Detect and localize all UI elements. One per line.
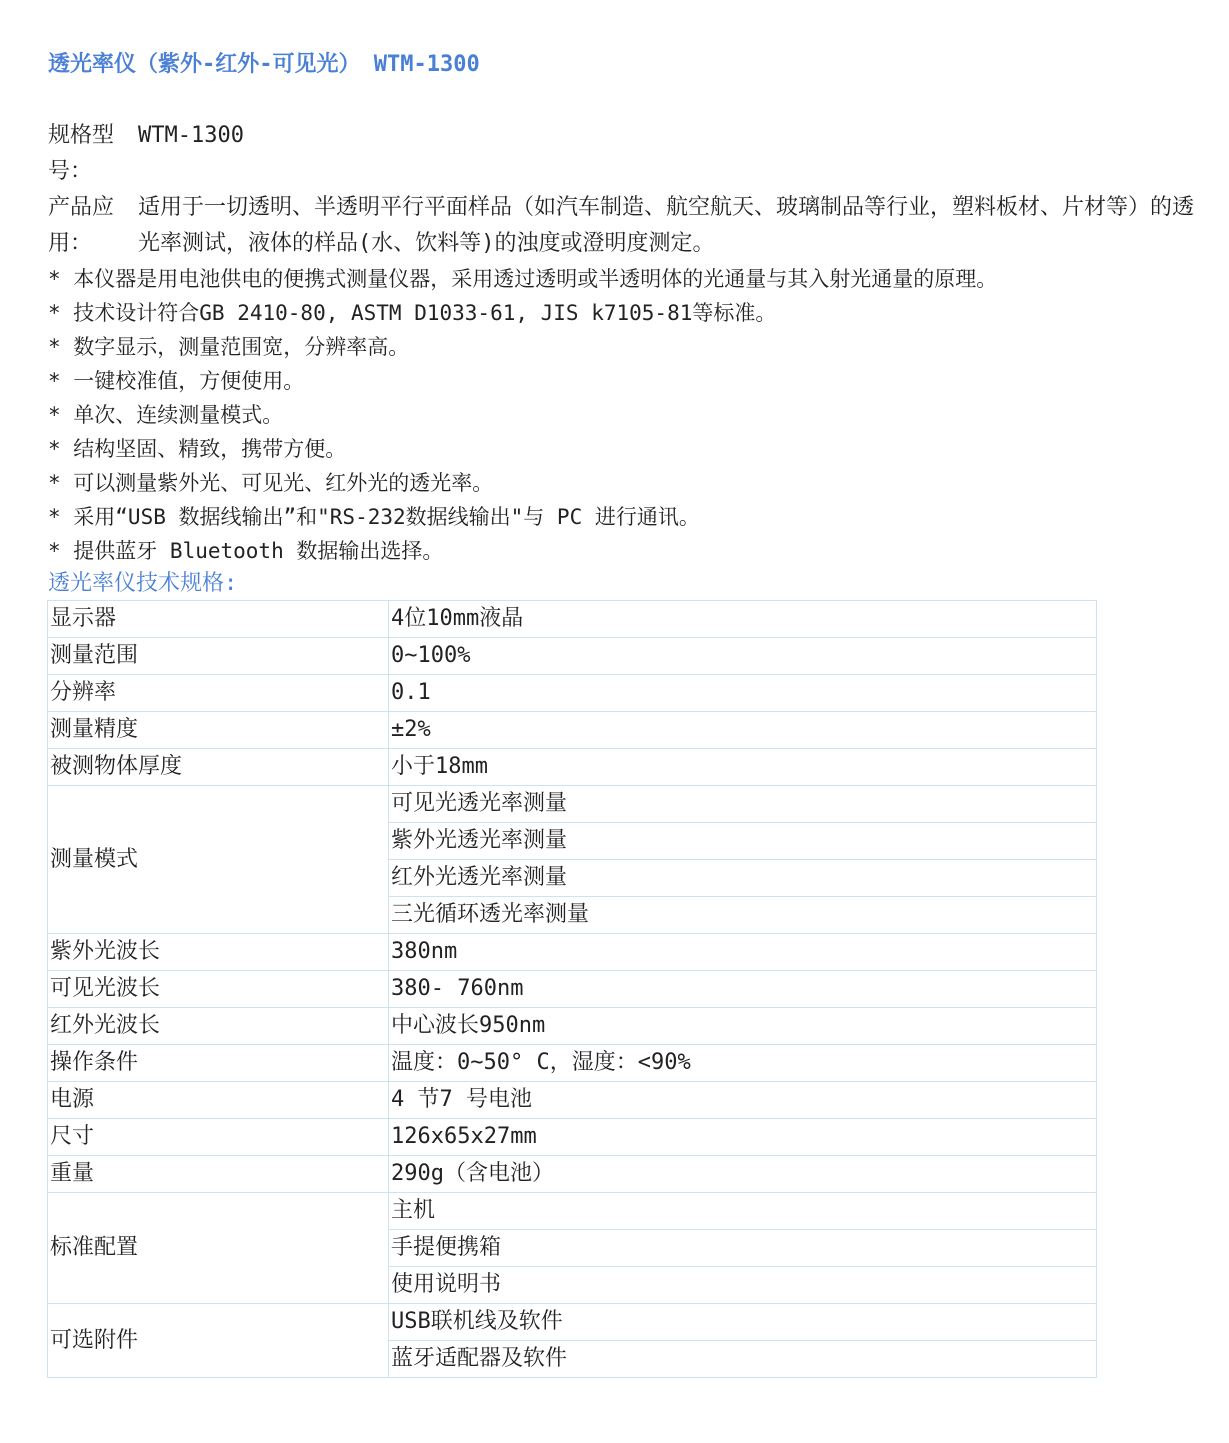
usage-label: 产品应用： — [48, 195, 115, 256]
feature-item: * 本仪器是用电池供电的便携式测量仪器，采用透过透明或半透明体的光通量与其入射光通量的原理。 — [48, 267, 998, 291]
spec-value-cell: 中心波长950nm — [389, 1008, 1097, 1045]
spec-table-row — [48, 601, 1097, 638]
spec-label-cell: 测量精度 — [48, 712, 389, 749]
spec-table-row — [48, 1304, 1097, 1341]
feature-item: * 可以测量紫外光、可见光、红外光的透光率。 — [48, 471, 494, 495]
spec-table-row — [48, 971, 1097, 1008]
spec-value-cell: 主机 — [389, 1193, 1097, 1230]
spec-value-cell: 红外光透光率测量 — [389, 860, 1097, 897]
model-value: WTM-1300 — [138, 123, 244, 148]
spec-table-row — [48, 1119, 1097, 1156]
spec-section-title: 透光率仪技术规格: — [48, 571, 238, 596]
feature-item: * 结构坚固、精致，携带方便。 — [48, 437, 347, 461]
spec-label-cell: 尺寸 — [48, 1119, 389, 1156]
feature-item: * 一键校准值，方便使用。 — [48, 369, 305, 393]
usage-value: 适用于一切透明、半透明平行平面样品（如汽车制造、航空航天、玻璃制品等行业，塑料板材、片材等）的透光率测试，液体的样品(水、饮料等)的浊度或澄明度测定。 — [138, 195, 1195, 256]
spec-value-cell: 温度：0~50° C，湿度：<90% — [389, 1045, 1097, 1082]
spec-value-cell: 380- 760nm — [389, 971, 1097, 1008]
spec-label-cell: 紫外光波长 — [48, 934, 389, 971]
spec-value-cell: 蓝牙适配器及软件 — [389, 1341, 1097, 1378]
spec-value-cell: 可见光透光率测量 — [389, 786, 1097, 823]
spec-value-cell: USB联机线及软件 — [389, 1304, 1097, 1341]
spec-table-row — [48, 749, 1097, 786]
spec-value-cell: 126x65x27mm — [389, 1119, 1097, 1156]
spec-value-cell: ±2% — [389, 712, 1097, 749]
spec-label-cell: 测量范围 — [48, 638, 389, 675]
page-title: 透光率仪（紫外-红外-可见光） WTM-1300 — [48, 52, 480, 77]
spec-value-cell: 三光循环透光率测量 — [389, 897, 1097, 934]
spec-table-row — [48, 675, 1097, 712]
spec-table — [47, 600, 1097, 1378]
spec-label-cell: 可见光波长 — [48, 971, 389, 1008]
spec-value-cell: 使用说明书 — [389, 1267, 1097, 1304]
feature-item: * 单次、连续测量模式。 — [48, 403, 284, 427]
spec-label-cell: 电源 — [48, 1082, 389, 1119]
spec-value-cell: 紫外光透光率测量 — [389, 823, 1097, 860]
feature-list — [48, 262, 1208, 568]
spec-table-row — [48, 1193, 1097, 1230]
spec-value-cell: 0~100% — [389, 638, 1097, 675]
spec-value-cell: 380nm — [389, 934, 1097, 971]
spec-label-cell: 可选附件 — [48, 1304, 389, 1378]
spec-table-row — [48, 1008, 1097, 1045]
spec-label-cell: 红外光波长 — [48, 1008, 389, 1045]
feature-item: * 提供蓝牙 Bluetooth 数据输出选择。 — [48, 539, 444, 563]
feature-item: * 数字显示，测量范围宽，分辨率高。 — [48, 335, 410, 359]
spec-table-row — [48, 638, 1097, 675]
spec-table-row — [48, 1156, 1097, 1193]
spec-table-row — [48, 786, 1097, 823]
spec-value-cell: 4位10mm液晶 — [389, 601, 1097, 638]
spec-label-cell: 重量 — [48, 1156, 389, 1193]
usage-row — [48, 190, 1208, 262]
spec-label-cell: 分辨率 — [48, 675, 389, 712]
product-info — [48, 118, 1208, 1378]
model-row — [48, 118, 1208, 190]
spec-table-row — [48, 934, 1097, 971]
spec-value-cell: 290g（含电池） — [389, 1156, 1097, 1193]
spec-label-cell: 测量模式 — [48, 786, 389, 934]
spec-value-cell: 0.1 — [389, 675, 1097, 712]
spec-value-cell: 4 节7 号电池 — [389, 1082, 1097, 1119]
spec-label-cell: 显示器 — [48, 601, 389, 638]
feature-item: * 技术设计符合GB 2410-80, ASTM D1033-61, JIS k7105-81等标准。 — [48, 301, 777, 325]
spec-value-cell: 手提便携箱 — [389, 1230, 1097, 1267]
spec-label-cell: 标准配置 — [48, 1193, 389, 1304]
model-label: 规格型号： — [48, 123, 115, 184]
spec-table-row — [48, 1082, 1097, 1119]
spec-table-row — [48, 712, 1097, 749]
spec-label-cell: 操作条件 — [48, 1045, 389, 1082]
spec-label-cell: 被测物体厚度 — [48, 749, 389, 786]
feature-item: * 采用“USB 数据线输出”和"RS-232数据线输出"与 PC 进行通讯。 — [48, 505, 700, 529]
spec-table-row — [48, 1045, 1097, 1082]
spec-value-cell: 小于18mm — [389, 749, 1097, 786]
